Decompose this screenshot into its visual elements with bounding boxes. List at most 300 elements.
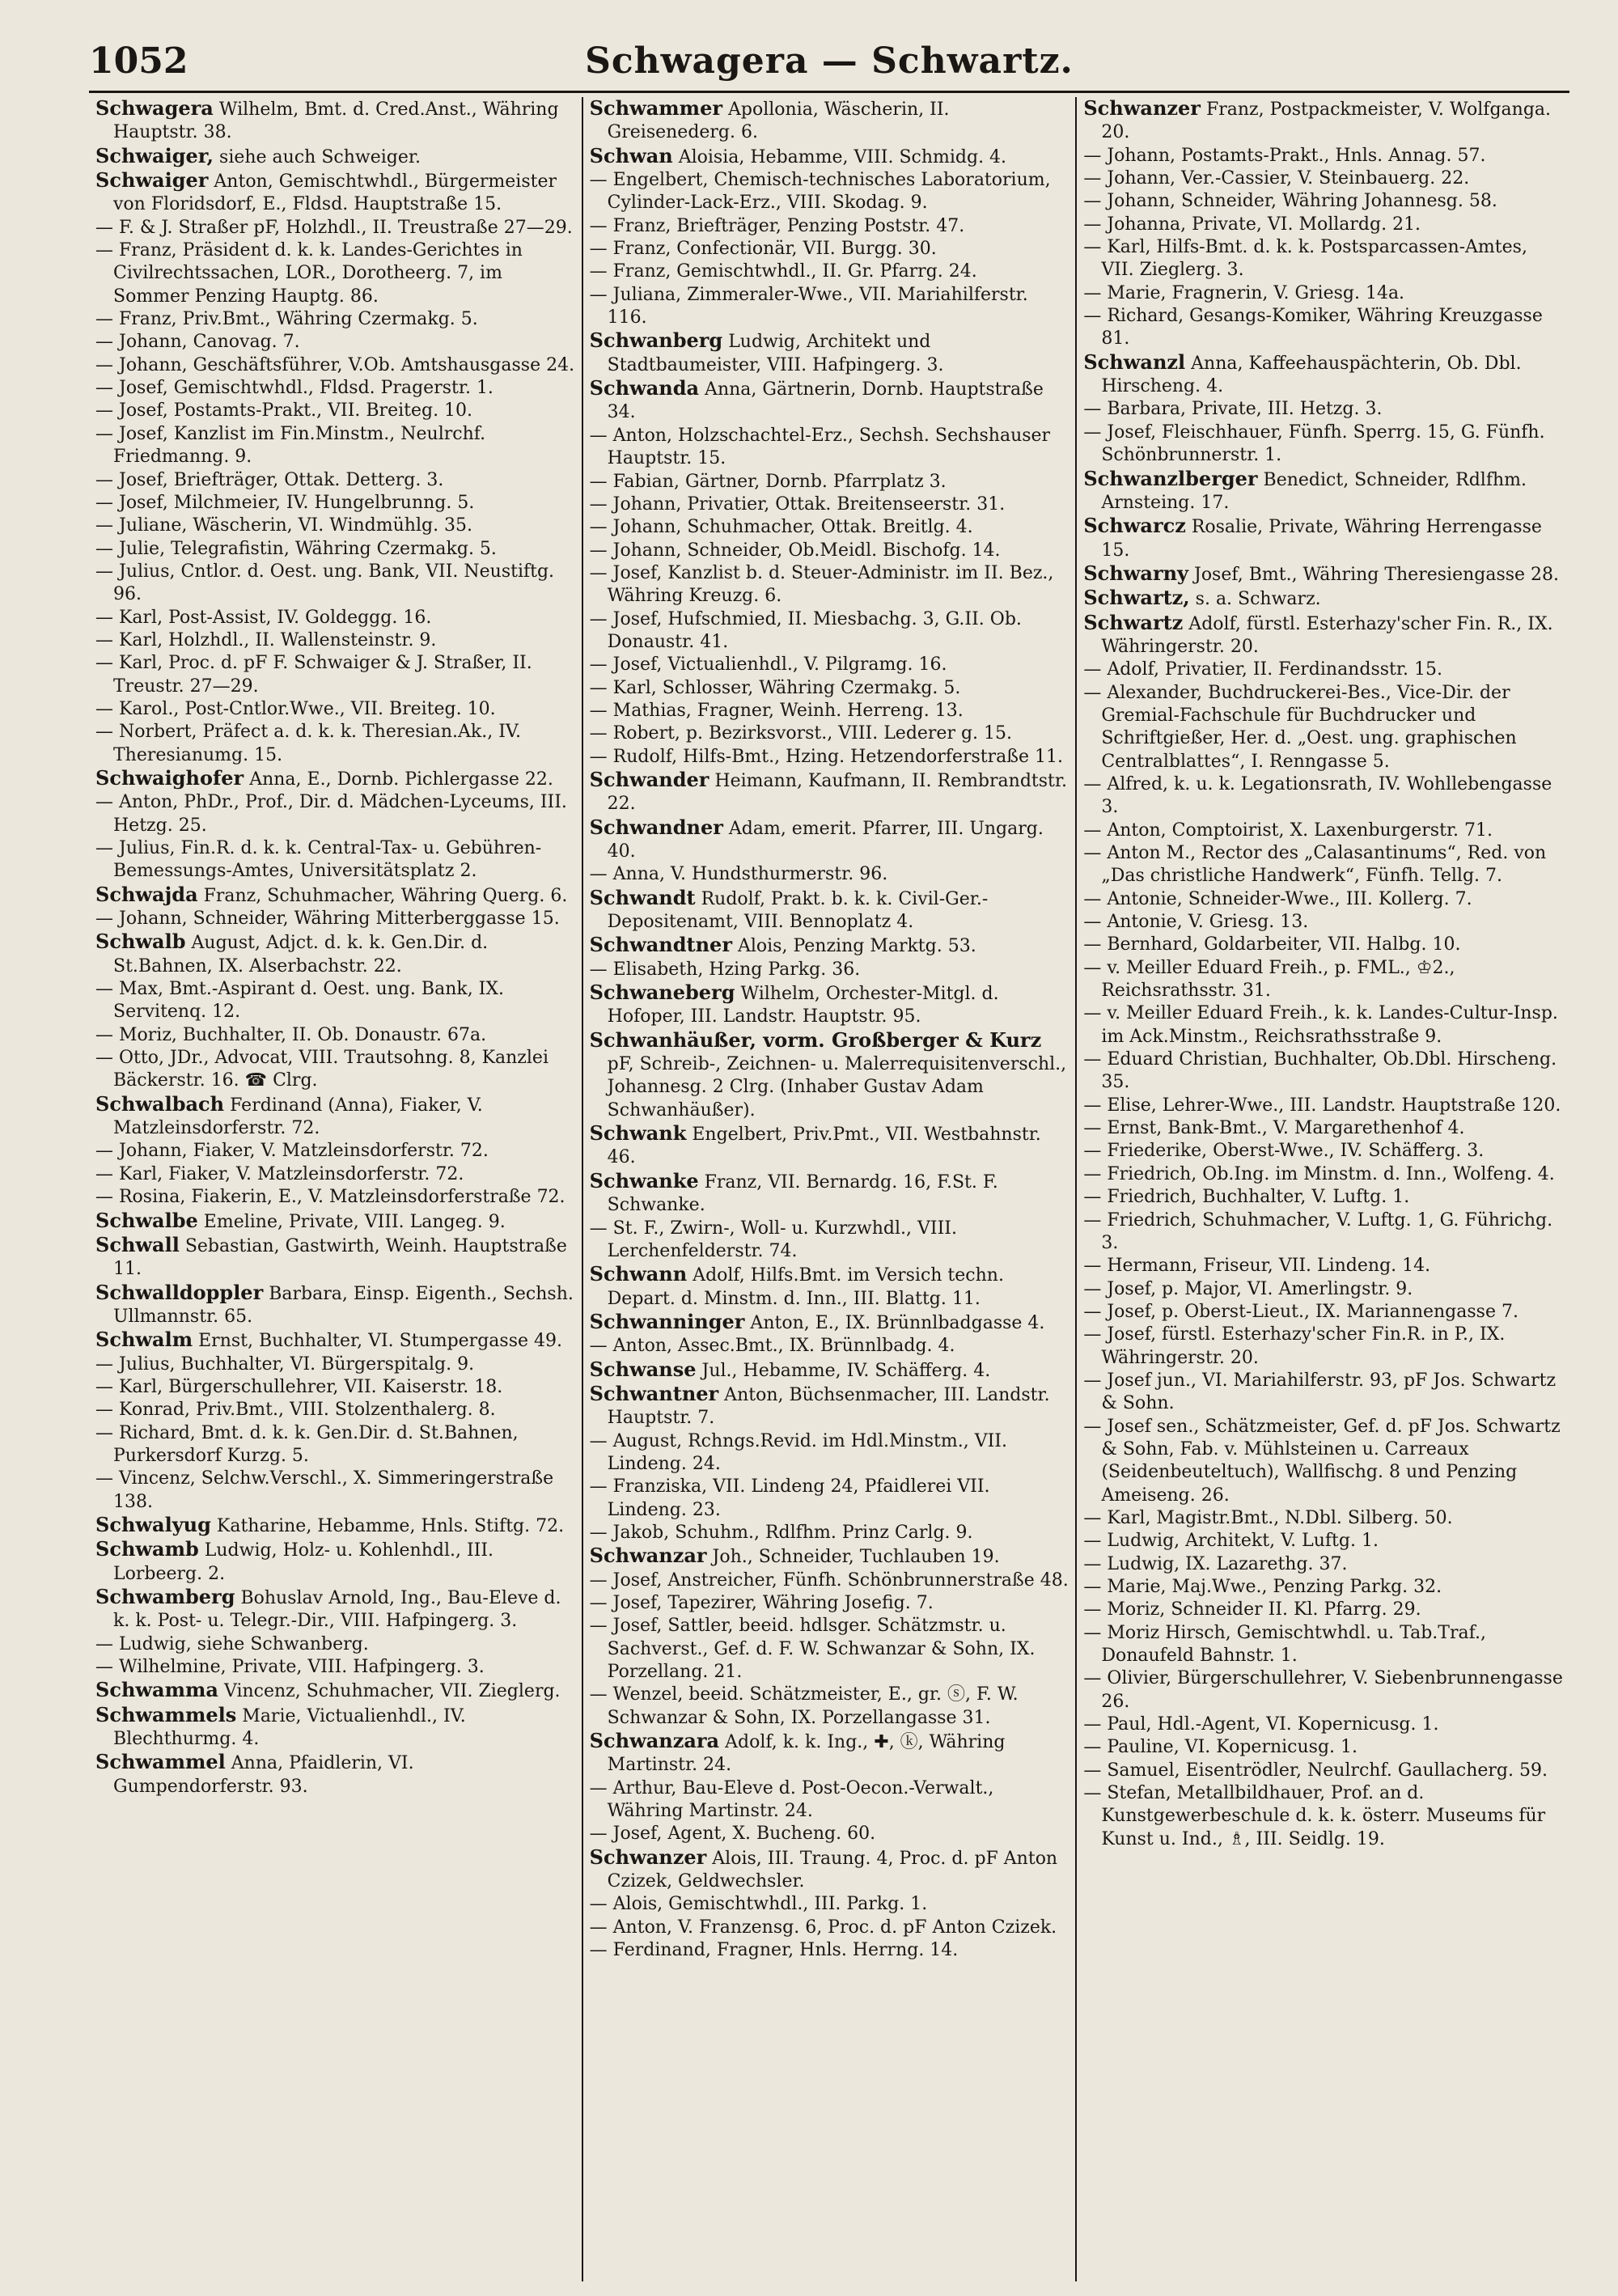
directory-entry <box>1083 1736 1563 1759</box>
entry-text: — Karol., Post-Cntlor.Wwe., VII. Breiteg. 10. <box>95 698 496 719</box>
directory-entry <box>1083 1416 1563 1507</box>
directory-entry <box>1083 1117 1563 1140</box>
directory-entry <box>590 700 1069 722</box>
column-middle <box>582 97 1076 2281</box>
directory-entry <box>95 1704 575 1752</box>
entry-text: — Anton, Holzschachtel-Erz., Sechsh. Sechshauser Hauptstr. 15. <box>589 425 1051 469</box>
directory-entry <box>1083 214 1563 236</box>
entry-text: — Julius, Buchhalter, VI. Bürgerspitalg. 9. <box>95 1353 475 1375</box>
entry-text: — Eduard Christian, Buchhalter, Ob.Dbl. Hirscheng. 35. <box>1083 1049 1557 1093</box>
directory-entry <box>1083 1186 1563 1209</box>
directory-entry <box>590 1684 1069 1730</box>
entry-surname: Schwalldoppler <box>95 1280 264 1304</box>
entry-surname: Schwantner <box>589 1381 719 1405</box>
directory-entry <box>1083 1140 1563 1163</box>
entry-text: — Fabian, Gärtner, Dornb. Pfarrplatz 3. <box>589 471 947 492</box>
entry-text: siehe auch Schweiger. <box>214 146 421 167</box>
directory-entry <box>590 863 1069 886</box>
entry-text: — Friedrich, Ob.Ing. im Minstm. d. Inn., Wolfeng. 4. <box>1083 1163 1555 1184</box>
directory-entry <box>1083 911 1563 934</box>
entry-text: — Otto, JDr., Advocat, VIII. Trautsohng. 8, Kanzlei Bäckerstr. 16. ☎ Clrg. <box>95 1048 549 1091</box>
entry-text: — Julius, Cntlor. d. Oest. ung. Bank, VII. Neustiftg. 96. <box>95 561 555 605</box>
entry-text: — Franz, Confectionär, VII. Burgg. 30. <box>589 239 937 260</box>
entry-text: — Josef, Tapezirer, Währing Josefig. 7. <box>589 1593 934 1613</box>
page-header <box>89 32 1569 89</box>
directory-entry <box>1083 1782 1563 1851</box>
directory-entry <box>95 1422 575 1468</box>
directory-entry <box>1083 842 1563 888</box>
entry-text: — Juliana, Zimmeraler-Wwe., VII. Mariahilferstr. 116. <box>589 284 1028 328</box>
entry-text: — Karl, Post-Assist, IV. Goldeggg. 16. <box>95 607 432 628</box>
directory-entry <box>95 1163 575 1186</box>
entry-text: — Franz, Priv.Bmt., Währing Czermakg. 5. <box>95 309 478 330</box>
entry-text: Adolf, fürstl. Esterhazy'scher Fin. R., IX. Währingerstr. 20. <box>1101 613 1553 657</box>
entry-text: Ferdinand (Anna), Fiaker, V. Matzleinsdorferstr. 72. <box>113 1095 483 1139</box>
directory-entry <box>1083 1278 1563 1301</box>
directory-entry <box>95 1353 575 1376</box>
directory-entry <box>1083 1622 1563 1668</box>
entry-text: Joh., Schneider, Tuchlauben 19. <box>706 1547 1000 1568</box>
entry-text: — Pauline, VI. Kopernicusg. 1. <box>1083 1737 1358 1758</box>
entry-text: — Anton, Comptoirist, X. Laxenburgerstr. 71. <box>1083 820 1493 841</box>
directory-entry <box>590 1730 1069 1777</box>
entry-surname: Schwaighofer <box>95 765 244 790</box>
directory-entry <box>590 887 1069 934</box>
entry-text: — Johann, Schneider, Währing Mitterberggasse 15. <box>95 909 560 930</box>
directory-entry <box>590 1358 1069 1383</box>
entry-text: — Barbara, Private, III. Hetzg. 3. <box>1083 399 1383 420</box>
directory-entry <box>1083 1507 1563 1530</box>
entry-text: — Elisabeth, Hzing Parkg. 36. <box>589 959 861 980</box>
directory-entry <box>95 629 575 652</box>
entry-text: Anton, E., IX. Brünnlbadgasse 4. <box>744 1312 1045 1333</box>
directory-entry <box>1083 1048 1563 1095</box>
directory-entry <box>1083 190 1563 213</box>
directory-entry <box>590 1615 1069 1684</box>
entry-text: — Marie, Fragnerin, V. Griesg. 14a. <box>1083 282 1405 303</box>
entry-text: Benedict, Schneider, Rdlfhm. Arnsteing. 17. <box>1101 469 1527 513</box>
entry-surname: Schwandtner <box>589 933 732 957</box>
entry-text: — Bernhard, Goldarbeiter, VII. Halbg. 10. <box>1083 934 1461 955</box>
entry-text: — Vincenz, Selchw.Verschl., X. Simmeringerstraße 138. <box>95 1468 554 1512</box>
entry-text: — Wenzel, beeid. Schätzmeister, E., gr. ⓢ, F. W. Schwanzar & Sohn, IX. Porzellangasse 31. <box>589 1684 1019 1728</box>
entry-text: — Richard, Bmt. d. k. k. Gen.Dir. d. St.Bahnen, Purkersdorf Kurzg. 5. <box>95 1422 519 1466</box>
directory-entry <box>95 423 575 469</box>
entry-text: — Franz, Präsident d. k. k. Landes-Gerichtes in Civilrechtssachen, LOR., Dorotheerg. 7, im Sommer Penzing Hauptg. 86. <box>95 240 523 307</box>
header-rule <box>89 91 1569 93</box>
entry-text: — Hermann, Friseur, VII. Lindeng. 14. <box>1083 1256 1431 1277</box>
directory-entry <box>95 469 575 492</box>
entry-surname: Schwaiger <box>95 168 209 193</box>
entry-text: — Marie, Maj.Wwe., Penzing Parkg. 32. <box>1083 1577 1442 1597</box>
entry-text: — Julius, Fin.R. d. k. k. Central-Tax- u. Gebühren-Bemessungs-Amtes, Universitätsplatz 2. <box>95 838 542 882</box>
entry-text: — Josef, Hufschmied, II. Miesbachg. 3, G.II. Ob. Donaustr. 41. <box>589 608 1022 652</box>
entry-surname: Schwanzl <box>1083 349 1186 374</box>
directory-entry <box>590 1122 1069 1170</box>
entry-text: — Ludwig, IX. Lazarethg. 37. <box>1083 1553 1348 1574</box>
directory-entry <box>590 494 1069 516</box>
directory-entry <box>590 816 1069 864</box>
directory-entry <box>1083 305 1563 351</box>
directory-entry <box>590 981 1069 1029</box>
entry-text: — Arthur, Bau-Eleve d. Post-Oecon.-Verwalt., Währing Martinstr. 24. <box>589 1777 994 1822</box>
directory-entry <box>95 978 575 1024</box>
directory-entry <box>95 1679 575 1703</box>
directory-entry <box>590 238 1069 261</box>
directory-entry <box>95 145 575 169</box>
entry-text: — Karl, Holzhdl., II. Wallensteinstr. 9. <box>95 629 437 650</box>
entry-text: — Johann, Geschäftsführer, V.Ob. Amtshausgasse 24. <box>95 354 575 375</box>
directory-entry <box>1083 1667 1563 1714</box>
directory-entry <box>95 1209 575 1234</box>
directory-entry <box>1083 97 1563 145</box>
entry-text: — Franz, Briefträger, Penzing Poststr. 47. <box>589 215 965 236</box>
directory-entry <box>590 1592 1069 1615</box>
directory-entry <box>95 721 575 767</box>
entry-text: — Karl, Bürgerschullehrer, VII. Kaiserstr. 18. <box>95 1376 503 1397</box>
directory-entry <box>1083 421 1563 468</box>
directory-entry <box>1083 1095 1563 1117</box>
entry-text: — Johann, Postamts-Prakt., Hnls. Annag. 57. <box>1083 145 1486 166</box>
directory-entry <box>1083 1370 1563 1416</box>
entry-text: Rosalie, Private, Währing Herrengasse 15. <box>1101 517 1542 561</box>
entry-text: Adolf, k. k. Ing., ✚, ⓚ, Währing Martinstr. 24. <box>607 1732 1006 1776</box>
entry-text: — Josef, Kanzlist b. d. Steuer-Administr. im II. Bez., Währing Kreuzg. 6. <box>589 562 1054 607</box>
entry-surname: Schwalm <box>95 1328 193 1352</box>
entry-surname: Schwanse <box>589 1357 697 1381</box>
entry-text: Vincenz, Schuhmacher, VII. Zieglerg. <box>218 1681 561 1702</box>
entry-text: Heimann, Kaufmann, II. Rembrandtstr. 22. <box>607 770 1067 815</box>
entry-text: — Rosina, Fiakerin, E., V. Matzleinsdorferstraße 72. <box>95 1187 565 1208</box>
directory-entry <box>590 1476 1069 1522</box>
directory-entry <box>1083 934 1563 956</box>
entry-text: — Alois, Gemischtwhdl., III. Parkg. 1. <box>589 1894 928 1915</box>
entry-text: — Ernst, Bank-Bmt., V. Margarethenhof 4. <box>1083 1118 1465 1139</box>
entry-text: Josef, Bmt., Währing Theresiengasse 28. <box>1188 564 1560 585</box>
entry-text: — Ludwig, Architekt, V. Luftg. 1. <box>1083 1531 1379 1552</box>
entry-text: — Anton M., Rector des „Calasantinums“, Red. von „Das christliche Handwerk“, Fünfh. Tellg. 7. <box>1083 843 1547 887</box>
directory-entry <box>1083 1714 1563 1736</box>
directory-entry <box>1083 1209 1563 1256</box>
entry-text: Emeline, Private, VIII. Langeg. 9. <box>197 1211 506 1232</box>
entry-surname: Schwandner <box>589 815 723 839</box>
entry-surname: Schwartz <box>1083 610 1184 634</box>
directory-entry <box>590 284 1069 330</box>
directory-entry <box>95 308 575 331</box>
directory-entry <box>95 1328 575 1353</box>
directory-entry <box>1083 1324 1563 1370</box>
directory-entry <box>590 1263 1069 1311</box>
entry-text: — Josef, Agent, X. Bucheng. 60. <box>589 1824 876 1845</box>
entry-surname: Schwaiger, <box>95 143 214 167</box>
directory-entry <box>95 354 575 377</box>
directory-entry <box>95 930 575 978</box>
directory-entry <box>1083 1255 1563 1277</box>
entry-text: — Josef, Briefträger, Ottak. Detterg. 3. <box>95 469 444 490</box>
entry-text: — Franz, Gemischtwhdl., II. Gr. Pfarrg. 24. <box>589 261 977 282</box>
entry-text: — Alfred, k. u. k. Legationsrath, IV. Wohllebengasse 3. <box>1083 773 1552 818</box>
entry-text: — August, Rchngs.Revid. im Hdl.Minstm., VII. Lindeng. 24. <box>589 1430 1007 1474</box>
directory-entry <box>1083 957 1563 1003</box>
directory-entry <box>95 1186 575 1209</box>
directory-entry <box>95 1093 575 1141</box>
running-head: Schwagera — Schwartz. <box>585 40 1074 82</box>
entry-text: — Max, Bmt.-Aspirant d. Oest. ung. Bank, IX. Servitenq. 12. <box>95 979 505 1023</box>
entry-text: Ludwig, Holz- u. Kohlenhdl., III. Lorbeerg. 2. <box>113 1540 494 1584</box>
entry-surname: Schwajda <box>95 882 198 906</box>
entry-text: — Wilhelmine, Private, VIII. Hafpingerg. 3. <box>95 1657 485 1678</box>
directory-entry <box>590 261 1069 283</box>
directory-entry <box>1083 515 1563 562</box>
entry-text: Sebastian, Gastwirth, Weinh. Hauptstraße 11. <box>113 1235 567 1280</box>
directory-entry <box>95 1281 575 1329</box>
directory-entry <box>590 97 1069 145</box>
entry-surname: Schwanzlberger <box>1083 466 1258 490</box>
entry-text: — Anton, V. Franzensg. 6, Proc. d. pF Anton Czizek. <box>589 1917 1057 1938</box>
entry-text: Anton, Gemischtwhdl., Bürgermeister von Floridsdorf, E., Fldsd. Hauptstraße 15. <box>113 172 557 215</box>
entry-surname: Schwamberg <box>95 1585 235 1608</box>
directory-entry <box>95 515 575 537</box>
entry-text: — Friederike, Oberst-Wwe., IV. Schäfferg. 3. <box>1083 1141 1485 1162</box>
directory-entry <box>95 652 575 698</box>
entry-text: — Moriz, Buchhalter, II. Ob. Donaustr. 67a. <box>95 1024 487 1045</box>
entry-text: Anton, Büchsenmacher, III. Landstr. Hauptstr. 7. <box>607 1384 1050 1429</box>
entry-text: — Josef, p. Oberst-Lieut., IX. Mariannengasse 7. <box>1083 1301 1518 1322</box>
entry-text: — Josef, Postamts-Prakt., VII. Breiteg. 10. <box>95 400 473 421</box>
entry-text: Anna, Pfaidlerin, VI. Gumpendorferstr. 93. <box>113 1753 414 1797</box>
directory-entry <box>95 400 575 422</box>
directory-entry <box>95 1751 575 1798</box>
entry-text: — Johann, Canovag. 7. <box>95 332 300 353</box>
entry-text: Adolf, Hilfs.Bmt. im Versich techn. Depart. d. Minstm. d. Inn., III. Blattg. 11. <box>607 1265 1004 1309</box>
directory-entry <box>590 608 1069 654</box>
entry-surname: Schwan <box>589 143 673 167</box>
directory-entry <box>1083 1576 1563 1599</box>
entry-surname: Schwarny <box>1083 561 1188 585</box>
directory-entry <box>1083 820 1563 842</box>
entry-text: — Elise, Lehrer-Wwe., III. Landstr. Hauptstraße 120. <box>1083 1095 1561 1116</box>
entry-text: Adam, emerit. Pfarrer, III. Ungarg. 40. <box>607 818 1044 862</box>
directory-entry <box>590 1893 1069 1916</box>
directory-entry <box>590 169 1069 215</box>
entry-text: — Stefan, Metallbildhauer, Prof. an d. Kunstgewerbeschule d. k. k. österr. Museums für Kunst u. Ind., ♗, III. Seidlg. 19. <box>1083 1783 1546 1849</box>
entry-text: — Robert, p. Bezirksvorst., VIII. Lederer g. 15. <box>589 723 1013 744</box>
directory-entry <box>1083 236 1563 282</box>
entry-text: — Josef, Milchmeier, IV. Hungelbrunng. 5. <box>95 492 475 513</box>
directory-entry <box>95 1656 575 1679</box>
entry-text: — v. Meiller Eduard Freih., p. FML., ♔2., Reichsrathsstr. 31. <box>1083 957 1455 1002</box>
directory-entry <box>1083 468 1563 515</box>
directory-entry <box>95 883 575 908</box>
entry-text: — Johann, Schuhmacher, Ottak. Breitlg. 4. <box>589 517 973 538</box>
entry-text: — Johann, Schneider, Währing Johannesg. 58. <box>1083 191 1497 212</box>
directory-entry <box>95 538 575 561</box>
directory-entry <box>95 169 575 217</box>
entry-text: — Anna, V. Hundsthurmerstr. 96. <box>589 864 888 885</box>
entry-text: — Karl, Magistr.Bmt., N.Dbl. Silberg. 50. <box>1083 1507 1453 1528</box>
entry-text: — Adolf, Privatier, II. Ferdinandsstr. 15. <box>1083 659 1442 680</box>
directory-entry <box>590 540 1069 562</box>
column-right <box>1075 97 1569 2281</box>
entry-surname: Schwank <box>589 1121 687 1146</box>
directory-entry <box>590 1311 1069 1335</box>
entry-surname: Schwann <box>589 1262 688 1286</box>
directory-entry <box>95 908 575 930</box>
entry-text: — Anton, PhDr., Prof., Dir. d. Mädchen-Lyceums, III. Hetzg. 25. <box>95 792 567 836</box>
entry-text: — Franziska, VII. Lindeng 24, Pfaidlerei VII. Lindeng. 23. <box>589 1476 990 1520</box>
entry-text: — Johann, Privatier, Ottak. Breitenseerstr. 31. <box>589 494 1006 515</box>
directory-entry <box>590 377 1069 425</box>
entry-text: — Konrad, Priv.Bmt., VIII. Stolzenthalerg. 8. <box>95 1400 496 1421</box>
entry-text: — Olivier, Bürgerschullehrer, V. Siebenbrunnengasse 26. <box>1083 1668 1563 1712</box>
directory-entry <box>1083 145 1563 167</box>
entry-text: — Josef, fürstl. Esterhazy'scher Fin.R. in P., IX. Währingerstr. 20. <box>1083 1324 1506 1368</box>
entry-text: — Friedrich, Buchhalter, V. Luftg. 1. <box>1083 1187 1410 1208</box>
directory-entry <box>1083 1760 1563 1782</box>
directory-entry <box>590 215 1069 238</box>
directory-entry <box>590 654 1069 676</box>
entry-text: Engelbert, Priv.Pmt., VII. Westbahnstr. 46. <box>607 1125 1041 1168</box>
entry-text: — Julie, Telegrafistin, Währing Czermakg. 5. <box>95 538 497 559</box>
entry-surname: Schwander <box>589 767 709 791</box>
directory-entry <box>95 97 575 145</box>
entry-surname: Schwamb <box>95 1537 199 1561</box>
entry-text: Marie, Victualienhdl., IV. Blechthurmg. 4. <box>113 1705 466 1750</box>
directory-entry <box>1083 282 1563 305</box>
entry-surname: Schwarcz <box>1083 514 1186 538</box>
directory-entry <box>590 746 1069 769</box>
directory-entry <box>590 425 1069 471</box>
entry-text: — Johanna, Private, VI. Mollardg. 21. <box>1083 214 1421 235</box>
directory-entry <box>1083 167 1563 190</box>
entry-text: Barbara, Einsp. Eigenth., Sechsh. Ullmannstr. 65. <box>113 1283 574 1327</box>
directory-entry <box>590 1522 1069 1544</box>
directory-entry <box>590 1569 1069 1592</box>
directory-entry <box>590 1846 1069 1894</box>
entry-text: — Johann, Fiaker, V. Matzleinsdorferstr. 72. <box>95 1141 489 1162</box>
entry-text: s. a. Schwarz. <box>1189 589 1321 610</box>
directory-entry <box>590 677 1069 700</box>
entry-text: August, Adjct. d. k. k. Gen.Dir. d. St.Bahnen, IX. Alserbachstr. 22. <box>113 933 489 976</box>
entry-text: — Moriz, Schneider II. Kl. Pfarrg. 29. <box>1083 1599 1421 1620</box>
directory-entry <box>95 1376 575 1399</box>
entry-text: — Anton, Assec.Bmt., IX. Brünnlbadg. 4. <box>589 1336 955 1357</box>
entry-surname: Schwagera <box>95 97 214 120</box>
entry-text: — v. Meiller Eduard Freih., k. k. Landes-Cultur-Insp. im Ack.Minstm., Reichsrathsstraße 9. <box>1083 1003 1558 1047</box>
directory-entry <box>1083 612 1563 659</box>
entry-text: — F. & J. Straßer pF, Holzhdl., II. Treustraße 27—29. <box>95 217 573 238</box>
entry-surname: Schwanhäußer, vorm. Großberger & Kurz <box>589 1027 1042 1052</box>
directory-entry <box>95 698 575 721</box>
entry-text: Rudolf, Prakt. b. k. k. Civil-Ger.-Depositenamt, VIII. Bennoplatz 4. <box>607 888 989 933</box>
entry-text: — Ferdinand, Fragner, Hnls. Herrng. 14. <box>589 1940 959 1961</box>
directory-entry <box>590 1430 1069 1476</box>
entry-text: — Jakob, Schuhm., Rdlfhm. Prinz Carlg. 9. <box>589 1522 973 1543</box>
entry-columns <box>89 97 1569 2281</box>
directory-entry <box>590 1823 1069 1845</box>
entry-text: Bohuslav Arnold, Ing., Bau-Eleve d. k. k. Post- u. Telegr.-Dir., VIII. Hafpingerg. 3. <box>113 1588 561 1632</box>
entry-text: Katharine, Hebamme, Hnls. Stiftg. 72. <box>210 1515 565 1536</box>
entry-text: Anna, E., Dornb. Pichlergasse 22. <box>244 769 553 790</box>
entry-text: — Josef, Victualienhdl., V. Pilgramg. 16. <box>589 654 947 676</box>
directory-entry <box>95 1024 575 1047</box>
directory-entry <box>95 331 575 354</box>
entry-surname: Schwanzar <box>589 1544 707 1568</box>
entry-surname: Schwanke <box>589 1168 699 1192</box>
entry-surname: Schwamma <box>95 1678 218 1702</box>
directory-entry <box>95 492 575 515</box>
directory-entry <box>95 767 575 791</box>
entry-surname: Schwalbach <box>95 1091 225 1116</box>
entry-text: — Richard, Gesangs-Komiker, Währing Kreuzgasse 81. <box>1083 306 1543 349</box>
entry-text: — Alexander, Buchdruckerei-Bes., Vice-Dir. der Gremial-Fachschule für Buchdrucker und Schriftgießer, Her. d. „Oest. ung. graphischen Centralblattes“, I. Renngasse 5. <box>1083 682 1517 772</box>
entry-text: Franz, VII. Bernardg. 16, F.St. F. Schwanke. <box>607 1171 998 1216</box>
directory-entry <box>590 769 1069 816</box>
directory-entry <box>1083 1553 1563 1576</box>
entry-text: — Engelbert, Chemisch-technisches Laboratorium, Cylinder-Lack-Erz., VIII. Skodag. 9. <box>589 170 1051 214</box>
entry-surname: Schwaneberg <box>589 981 735 1005</box>
directory-entry <box>590 1544 1069 1569</box>
entry-text: Wilhelm, Orchester-Mitgl. d. Hofoper, III. Landstr. Hauptstr. 95. <box>607 984 999 1027</box>
entry-surname: Schwanzer <box>1083 97 1201 120</box>
entry-text: — Josef, Fleischhauer, Fünfh. Sperrg. 15, G. Fünfh. Schönbrunnerstr. 1. <box>1083 421 1545 466</box>
directory-entry <box>95 561 575 607</box>
directory-entry <box>95 377 575 400</box>
directory-entry <box>1083 398 1563 421</box>
entry-text: — Rudolf, Hilfs-Bmt., Hzing. Hetzendorferstraße 11. <box>589 746 1063 767</box>
directory-entry <box>95 1047 575 1093</box>
entry-text: pF, Schreib-, Zeichnen- u. Malerrequisitenverschl., Johannesg. 2 Clrg. (Inhaber Gustav Adam Schwanhäußer). <box>607 1054 1067 1120</box>
directory-entry <box>1083 682 1563 773</box>
directory-entry <box>590 1383 1069 1430</box>
entry-surname: Schwanzara <box>589 1729 720 1753</box>
directory-entry <box>590 471 1069 494</box>
directory-entry <box>1083 1163 1563 1186</box>
entry-text: — Paul, Hdl.-Agent, VI. Kopernicusg. 1. <box>1083 1714 1439 1735</box>
directory-entry <box>1083 773 1563 820</box>
entry-text: Ludwig, Architekt und Stadtbaumeister, VIII. Hafpingerg. 3. <box>607 332 944 375</box>
entry-surname: Schwanberg <box>589 328 723 353</box>
entry-text: Jul., Hebamme, IV. Schäfferg. 4. <box>696 1360 991 1381</box>
entry-text: — Juliane, Wäscherin, VI. Windmühlg. 35. <box>95 515 473 536</box>
entry-text: — Karl, Schlosser, Währing Czermakg. 5. <box>589 677 961 698</box>
directory-entry <box>95 239 575 308</box>
directory-entry <box>1083 587 1563 611</box>
directory-entry <box>590 959 1069 981</box>
entry-text: Anna, Gärtnerin, Dornb. Hauptstraße 34. <box>607 379 1044 423</box>
entry-text: — Friedrich, Schuhmacher, V. Luftg. 1, G. Führichg. 3. <box>1083 1209 1553 1253</box>
directory-entry <box>590 145 1069 169</box>
entry-text: — St. F., Zwirn-, Woll- u. Kurzwhdl., VIII. Lerchenfelderstr. 74. <box>589 1218 957 1261</box>
entry-surname: Schwanda <box>589 376 700 400</box>
entry-text: Apollonia, Wäscherin, II. Greisenederg. 6. <box>607 100 950 143</box>
entry-text: Franz, Postpackmeister, V. Wolfganga. 20. <box>1101 100 1552 143</box>
entry-surname: Schwanzer <box>589 1845 707 1869</box>
entry-surname: Schwammer <box>589 97 722 120</box>
directory-entry <box>590 1939 1069 1962</box>
directory-entry <box>590 1218 1069 1264</box>
directory-entry <box>95 1468 575 1514</box>
directory-entry <box>1083 1002 1563 1048</box>
directory-entry <box>95 1514 575 1538</box>
directory-entry <box>1083 1530 1563 1553</box>
directory-entry <box>95 1586 575 1633</box>
entry-text: — Antonie, Schneider-Wwe., III. Kollerg. 7. <box>1083 888 1472 909</box>
directory-entry <box>95 217 575 239</box>
entry-text: — Josef jun., VI. Mariahilferstr. 93, pF Jos. Schwartz & Sohn. <box>1083 1370 1557 1414</box>
directory-entry <box>1083 659 1563 681</box>
directory-entry <box>1083 1301 1563 1324</box>
